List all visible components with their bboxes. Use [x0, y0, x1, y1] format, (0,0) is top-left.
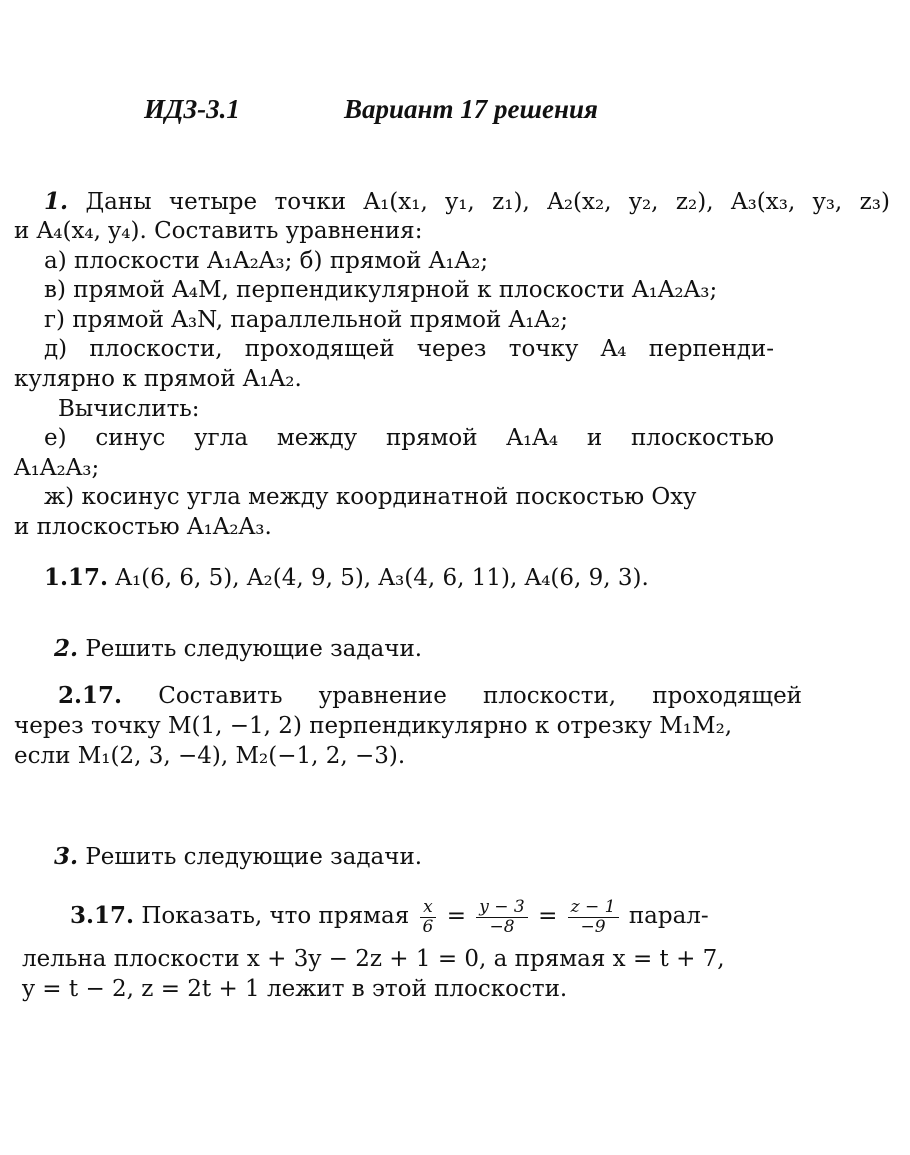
fraction-z — [568, 898, 619, 937]
task1-item-e-line1: е) синус угла между прямой A₁A₄ и плоскостью — [44, 425, 774, 451]
task3-17-tail: парал- — [628, 903, 709, 929]
task1-item-e-line2: A₁A₂A₃; — [14, 455, 100, 481]
task3-17-line1: 3.17. Показать, что прямая $\frac{x}{6}$ = $\frac{y - 3}{-8}$ = $\frac{z - 1}{-9}$ парал- — [70, 896, 709, 937]
task1-item-zh-line1: ж) косинус угла между координатной поскостью Oxy — [44, 484, 697, 510]
task3-17-line3: y = t − 2, z = 2t + 1 лежит в этой плоскости. — [22, 976, 568, 1002]
variant-title: Вариант 17 решения — [344, 94, 598, 124]
task1-calc-label: Вычислить: — [58, 396, 200, 422]
task1-item-v: в) прямой A₄M, перпендикулярной к плоскости A₁A₂A₃; — [44, 277, 718, 303]
task2-17-line3: если M₁(2, 3, −4), M₂(−1, 2, −3). — [14, 743, 406, 769]
task3-17-line2: лельна плоскости x + 3y − 2z + 1 = 0, а прямая x = t + 7, — [22, 946, 725, 972]
fraction-x-denominator: 6 — [422, 916, 434, 937]
task1-17-number: 1.17. — [44, 564, 109, 591]
task3-17-intro: Показать, что прямая — [141, 903, 410, 929]
fraction-y — [476, 898, 527, 937]
task3-17-number: 3.17. — [70, 902, 135, 929]
task1-item-a: а) плоскости A₁A₂A₃; б) прямой A₁A₂; — [44, 248, 489, 274]
task2-text: Решить следующие задачи. — [85, 636, 423, 662]
task1-item-d-line2: кулярно к прямой A₁A₂. — [14, 366, 302, 392]
task1-number: 1. — [44, 188, 69, 215]
task1-line2: и A₄(x₄, y₄). Составить уравнения: — [14, 218, 423, 244]
task1-line1 — [44, 187, 890, 217]
assignment-title: ИДЗ-3.1 — [144, 94, 240, 124]
fraction-z-denominator: −9 — [580, 916, 606, 937]
fraction-y-denominator: −8 — [489, 916, 515, 937]
fraction-y-numerator: y − 3 — [476, 898, 527, 918]
task2-17-number: 2.17. — [58, 682, 123, 709]
fraction-x — [420, 898, 437, 937]
task1-17-line — [44, 563, 910, 593]
task2-number: 2. — [54, 635, 79, 662]
task1-line1-text: Даны четыре точки A₁(x₁, y₁, z₁), A₂(x₂, y₂, z₂), A₃(x₃, y₃, z₃) — [85, 189, 890, 215]
task1-item-g: г) прямой A₃N, параллельной прямой A₁A₂; — [44, 307, 568, 333]
task2-heading — [54, 634, 910, 664]
task1-item-zh-line2: и плоскостью A₁A₂A₃. — [14, 514, 272, 540]
task1-17-points: A₁(6, 6, 5), A₂(4, 9, 5), A₃(4, 6, 11), A₄(6, 9, 3). — [115, 565, 649, 591]
task3-number: 3. — [54, 843, 79, 870]
task2-17-line1-text: Составить уравнение плоскости, проходящей — [158, 683, 803, 709]
task2-17-line1 — [58, 681, 802, 711]
fraction-z-numerator: z − 1 — [568, 898, 619, 918]
task3-heading — [54, 842, 910, 872]
task2-17-line2: через точку M(1, −1, 2) перпендикулярно к отрезку M₁M₂, — [14, 713, 733, 739]
task3-text: Решить следующие задачи. — [85, 844, 423, 870]
fraction-x-numerator: x — [420, 898, 437, 918]
task1-item-d-line1: д) плоскости, проходящей через точку A₄ перпенди- — [44, 336, 774, 362]
